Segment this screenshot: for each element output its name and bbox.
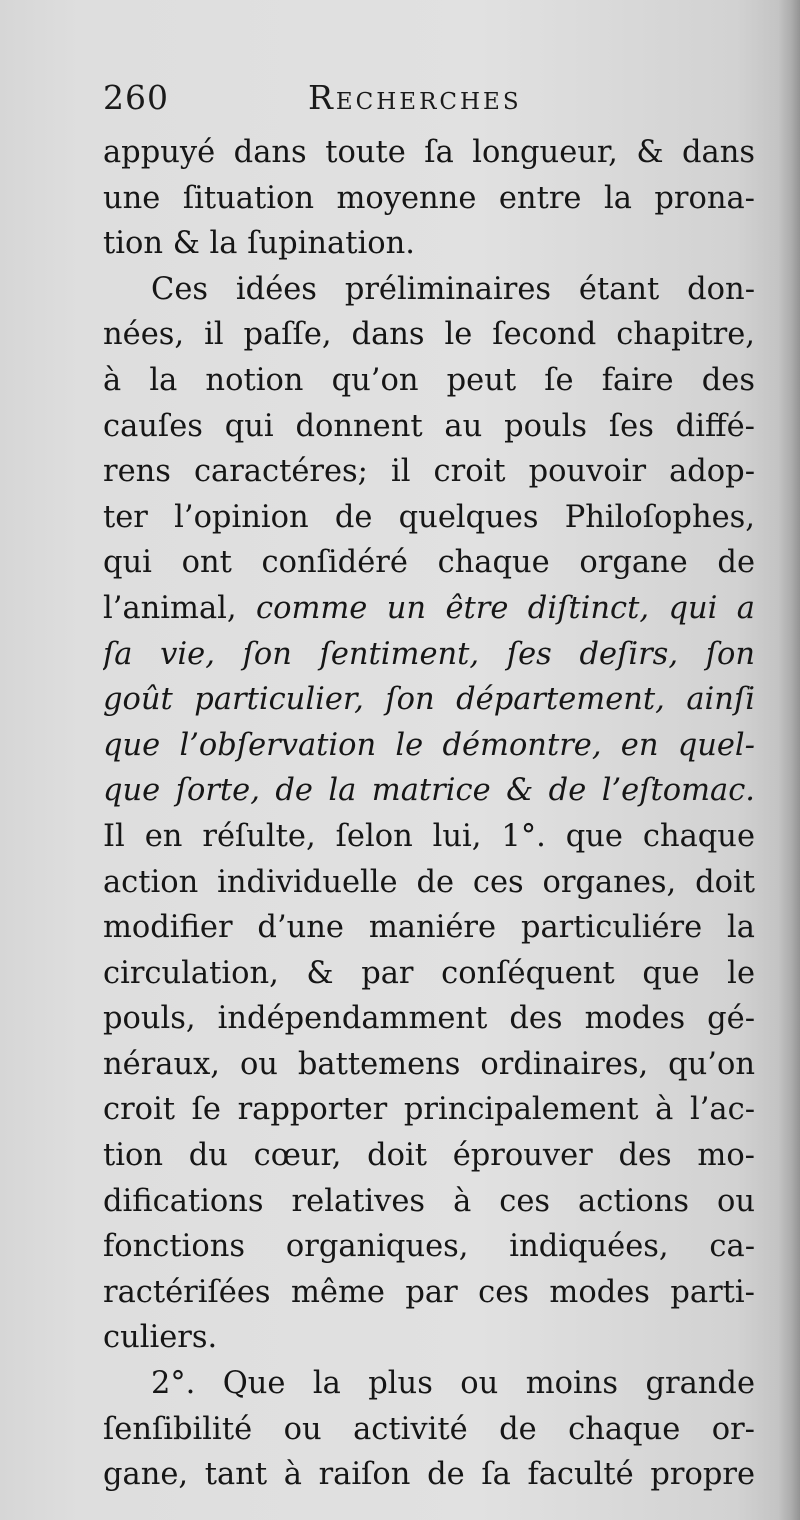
text-segment: qui ont conſidéré chaque organe de [103,545,755,581]
text-segment: difications relatives à ces actions ou [103,1183,755,1219]
text-line [103,586,755,632]
text-segment: Ces idées préliminaires étant don- [151,271,755,307]
text-line [103,540,755,586]
text-line [103,358,755,404]
text-line [103,267,755,313]
page-edge-shadow [778,0,800,1520]
text-segment: nées, il paſſe, dans le ſecond chapitre, [103,317,755,353]
italic-text-segment: ſa vie, ſon ſentiment, ſes deſirs, ſon [103,636,755,672]
text-line [103,449,755,495]
text-line [103,1133,755,1179]
text-segment: fonctions organiques, indiquées, ca- [103,1229,755,1265]
text-line [103,860,755,906]
text-segment: modifier d’une maniére particuliére la [103,910,755,946]
text-line [103,1179,755,1225]
text-line [103,1361,755,1407]
running-head [103,74,603,120]
text-segment: une ſituation moyenne entre la prona- [103,180,755,216]
text-line [103,176,755,222]
text-segment: ter l’opinion de quelques Philoſophes, [103,499,755,535]
text-segment: tion & la ſupination. [103,226,415,262]
text-line [103,1042,755,1088]
text-line [103,1270,755,1316]
text-line [103,130,755,176]
text-line [103,1452,755,1498]
text-line [103,632,755,678]
body-text [103,130,755,1498]
text-segment: à la notion qu’on peut ſe faire des [103,362,755,398]
text-line [103,996,755,1042]
text-line [103,677,755,723]
text-segment: appuyé dans toute ſa longueur, & dans [103,135,755,170]
text-line [103,951,755,997]
text-line [103,1407,755,1453]
text-line [103,1087,755,1133]
text-line [103,723,755,769]
text-segment: tion du cœur, doit éprouver des mo- [103,1138,755,1174]
italic-text-segment: que l’obſervation le démontre, en quel- [103,727,755,763]
text-line [103,905,755,951]
text-segment: circulation, & par conſéquent que le [103,955,755,991]
text-line [103,814,755,860]
text-segment: culiers. [103,1320,218,1356]
text-segment: l’animal, [103,590,256,626]
text-line [103,404,755,450]
text-segment: néraux, ou battemens ordinaires, qu’on [103,1046,755,1082]
text-segment: croit ſe rapporter principalement à l’ac- [103,1092,755,1128]
italic-text-segment: goût particulier, ſon département, ainſi [103,682,755,718]
text-line [103,1315,755,1361]
text-segment: pouls, indépendamment des modes gé- [103,1001,755,1037]
text-segment: cauſes qui donnent au pouls ſes diffé- [103,408,755,444]
running-title: Recherches [308,78,522,117]
text-line [103,768,755,814]
text-line [103,1224,755,1270]
text-segment: action individuelle de ces organes, doit [103,864,755,900]
page-number: 260 [103,78,169,117]
italic-text-segment: que ſorte, de la matrice & de l’eſtomac. [103,773,755,809]
text-segment: gane, tant à raiſon de ſa faculté propre [103,1457,755,1493]
text-segment: ractériſées même par ces modes parti- [103,1274,755,1310]
text-segment: rens caractéres; il croit pouvoir adop- [103,454,755,490]
text-segment: ſenſibilité ou activité de chaque or- [103,1411,755,1447]
text-line [103,221,755,267]
text-segment: 2°. Que la plus ou moins grande [151,1366,755,1402]
text-line [103,312,755,358]
text-line [103,495,755,541]
italic-text-segment: comme un être diſtinct, qui a [256,590,755,626]
text-segment: Il en réſulte, ſelon lui, 1°. que chaque [103,818,755,854]
